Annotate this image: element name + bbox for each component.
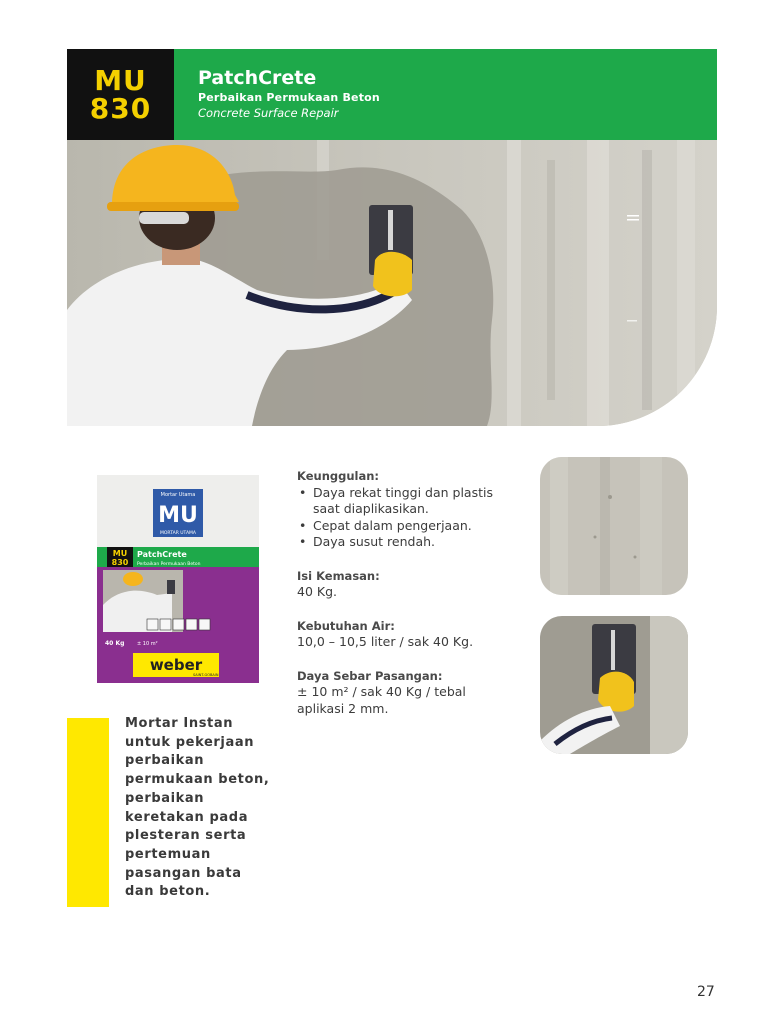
product-specs — [297, 468, 517, 717]
bag-code-line2: 830 — [111, 558, 129, 567]
advantage-item: • Daya susut rendah. — [297, 534, 517, 551]
product-code-box — [67, 49, 174, 140]
product-tagline: Mortar Instan untuk pekerjaan perbaikan permukaan beton, perbaikan keretakan pada plesteran serta pertemuan pasangan bata dan beton. — [125, 716, 270, 900]
coverage-value: ± 10 m² / sak 40 Kg / tebal aplikasi 2 mm. — [297, 684, 466, 716]
product-bag-image — [97, 475, 259, 683]
bag-logo-text: MU — [158, 503, 198, 528]
bag-product-name: PatchCrete — [137, 550, 187, 559]
advantage-item: • Cepat dalam pengerjaan. — [297, 518, 517, 535]
bag-brand-top: Mortar Utama — [160, 492, 196, 498]
bag-coverage: ± 10 m² — [137, 641, 158, 647]
page-number: 27 — [697, 984, 715, 1000]
product-subtitle-id: Perbaikan Permukaan Beton — [198, 91, 380, 104]
bag-weber-logo: weber — [149, 656, 203, 674]
bag-code-line1: MU — [112, 549, 128, 558]
product-code-line1: MU — [94, 63, 147, 97]
packaging-title: Isi Kemasan: — [297, 568, 380, 583]
accent-bar — [67, 718, 109, 907]
water-title: Kebutuhan Air: — [297, 618, 395, 633]
advantages-list — [297, 485, 517, 551]
bag-weber-sub: SAINT-GOBAIN — [193, 673, 219, 677]
header-bar — [174, 49, 717, 140]
hero-photo-worker-applying-mortar — [67, 140, 717, 426]
product-subtitle-en: Concrete Surface Repair — [198, 106, 339, 120]
thumbnail-applying-patch — [540, 616, 688, 754]
water-value: 10,0 – 10,5 liter / sak 40 Kg. — [297, 634, 474, 649]
thumbnail-concrete-surface — [540, 457, 688, 595]
bag-product-sub: Perbaikan Permukaan Beton — [137, 562, 201, 567]
coverage-title: Daya Sebar Pasangan: — [297, 668, 443, 683]
advantage-item: • Daya rekat tinggi dan plastis saat diaplikasikan. — [297, 485, 517, 518]
advantages-title: Keunggulan: — [297, 469, 380, 483]
product-code-line2: 830 — [89, 91, 152, 125]
product-name: PatchCrete — [198, 67, 317, 89]
packaging-value: 40 Kg. — [297, 584, 337, 599]
bag-brand-line: MORTAR UTAMA — [160, 531, 196, 536]
bag-weight: 40 Kg — [105, 640, 125, 647]
